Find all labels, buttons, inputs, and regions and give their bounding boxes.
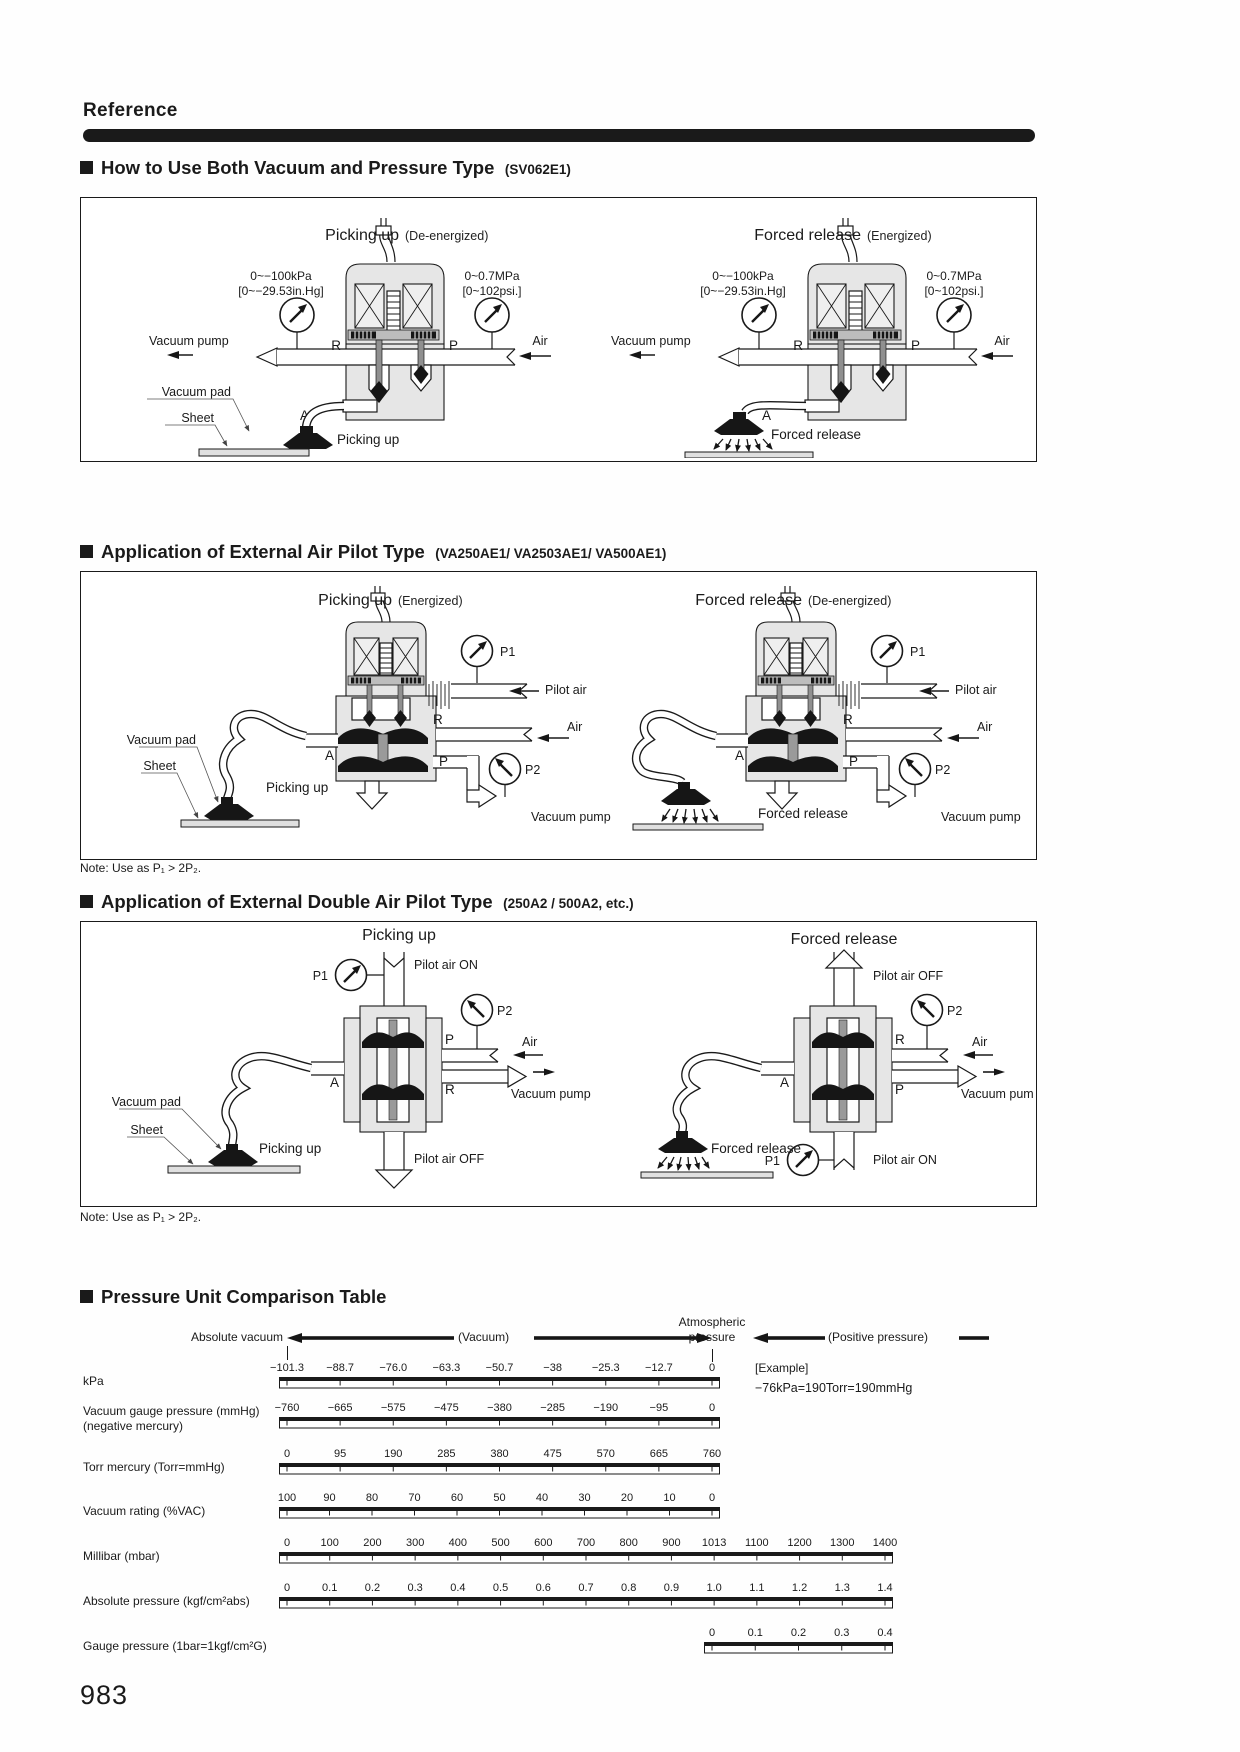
scale-tick-label: −76.0 [379, 1362, 408, 1374]
scale-tick-label: 20 [620, 1492, 634, 1504]
scale-tick-label: −190 [593, 1402, 619, 1414]
scale-tick-label: 0.5 [492, 1582, 509, 1594]
scale-tick-label: −12.7 [644, 1362, 673, 1374]
diagram-title: Forced release [695, 592, 802, 609]
scale-tick-label: 0.3 [407, 1582, 423, 1594]
scale-tick-label: 200 [363, 1537, 382, 1549]
sheet-shape [641, 1172, 773, 1178]
scale-tick-label: 0 [708, 1362, 716, 1374]
section-1-title: How to Use Both Vacuum and Pressure Type [101, 157, 495, 178]
port-a-label: A [779, 1075, 789, 1090]
diagram-box-sv062e1 [80, 197, 1037, 462]
scale-row-label: Gauge pressure (1bar=1kgf/cm²G) [83, 1639, 267, 1653]
pilot-on-label: Pilot air ON [414, 958, 478, 972]
scale-tick-label: 100 [277, 1492, 297, 1504]
scale-tick-label: 0.8 [621, 1582, 637, 1594]
section-3-model: (250A2 / 500A2, etc.) [503, 896, 634, 911]
release-air-arrows [714, 439, 772, 451]
port-r-label: R [445, 1082, 455, 1097]
scale-tick-label: 0.4 [450, 1582, 466, 1594]
diagram-title: Forced release [790, 931, 898, 948]
pilot-off-label: Pilot air OFF [414, 1152, 485, 1166]
scale-tick-label: −88.7 [326, 1362, 355, 1374]
sheet-shape [181, 820, 299, 827]
sheet-shape [633, 824, 763, 830]
header-rule [83, 129, 1035, 142]
heading-square-icon [80, 545, 93, 558]
scale-bar [279, 1597, 893, 1610]
scale-tick-label: 700 [576, 1537, 596, 1549]
scale-tick-label: 1.0 [706, 1582, 722, 1594]
pilot-on-label: Pilot air ON [873, 1153, 937, 1167]
diagram-title: Picking up [325, 227, 399, 244]
scale-tick-label: 10 [663, 1492, 676, 1504]
scale-tick-label: −380 [487, 1402, 512, 1414]
scale-bar [704, 1642, 893, 1655]
diagram-title: Picking up [362, 927, 436, 944]
scale-tick-label: 80 [365, 1492, 379, 1504]
scale-tick-label: −38 [543, 1362, 562, 1374]
scale-tick-label: 380 [490, 1448, 509, 1460]
diagram-state: (Energized) [398, 594, 463, 608]
scale-row-label: kPa [83, 1374, 104, 1388]
scale-tick-label: −475 [433, 1402, 459, 1414]
action-label: Picking up [259, 1141, 322, 1156]
scale-tick-label: 1.3 [834, 1582, 850, 1594]
port-a-label: A [329, 1075, 339, 1090]
port-r-label: R [895, 1032, 905, 1047]
scale-tick-label: −95 [649, 1402, 669, 1414]
sheet-label: Sheet [143, 759, 176, 773]
vacuum-pad-shape [283, 433, 333, 449]
scale-tick-label: 1.4 [877, 1582, 893, 1594]
p1-label: P1 [764, 1154, 780, 1168]
sheet-label: Sheet [181, 411, 214, 425]
scale-row-label: Vacuum rating (%VAC) [83, 1504, 206, 1518]
atmospheric-tick [712, 1349, 713, 1362]
scale-tick-label: 70 [408, 1492, 421, 1504]
sheet-shape [199, 449, 309, 456]
section-2-title: Application of External Air Pilot Type [101, 541, 425, 562]
scale-tick-label: 0 [283, 1582, 291, 1594]
scale-tick-label: 0.2 [790, 1627, 807, 1639]
positive-pressure-label: (Positive pressure) [828, 1330, 929, 1344]
heading-square-icon [80, 1290, 93, 1303]
scale-tick-label: 90 [323, 1492, 336, 1504]
diagram-box-double-air-pilot [80, 921, 1037, 1207]
action-label: Forced release [771, 427, 862, 442]
scale-tick-label: 0.1 [322, 1582, 338, 1594]
scale-tick-label: 0.4 [877, 1627, 893, 1639]
scale-tick-label: −101.3 [270, 1362, 304, 1374]
action-label: Picking up [266, 780, 329, 795]
scale-tick-label: 0 [708, 1627, 716, 1639]
scale-tick-label: 50 [493, 1492, 506, 1504]
scale-tick-label: 475 [543, 1448, 562, 1460]
scale-bar [279, 1377, 720, 1390]
diagram-title: Picking up [318, 592, 392, 609]
sheet-shape [685, 452, 813, 458]
action-label: Picking up [337, 432, 400, 447]
scale-tick-label: 190 [384, 1448, 403, 1460]
vacuum-pad-shape [208, 1150, 258, 1166]
release-air-arrows [662, 809, 718, 823]
diagram-state: (De-energized) [808, 594, 892, 608]
heading-square-icon [80, 895, 93, 908]
vacuum-label: (Vacuum) [458, 1330, 510, 1344]
atmospheric-pressure-label: Atmospheric pressure [678, 1315, 746, 1344]
scale-tick-label: −25.3 [591, 1362, 620, 1374]
scale-tick-label: −665 [327, 1402, 353, 1414]
scale-tick-label: −575 [380, 1402, 406, 1414]
scale-tick-label: 1.1 [749, 1582, 765, 1594]
scale-tick-label: 1300 [830, 1537, 855, 1549]
page-header-reference: Reference [83, 100, 178, 121]
scale-tick-label: 1100 [745, 1537, 769, 1549]
scale-tick-label: 100 [320, 1537, 339, 1549]
scale-tick-label: 400 [448, 1537, 468, 1549]
scale-tick-label: 900 [662, 1537, 681, 1549]
vacuum-pad-shape [714, 419, 764, 435]
scale-tick-label: 800 [619, 1537, 638, 1549]
section-1-model: (SV062E1) [504, 162, 571, 177]
scale-bar [279, 1552, 893, 1565]
vacuum-pad-label: Vacuum pad [161, 385, 231, 399]
scale-bar [279, 1417, 720, 1430]
scale-tick-label: 0 [708, 1402, 716, 1414]
action-label: Forced release [711, 1141, 802, 1156]
section-4-heading [80, 1286, 386, 1308]
scale-tick-label: 760 [702, 1448, 722, 1460]
pilot-off-label: Pilot air OFF [873, 969, 944, 983]
scale-tick-label: 600 [534, 1537, 553, 1549]
vacuum-pad-shape [661, 789, 711, 805]
section-4-title: Pressure Unit Comparison Table [101, 1286, 387, 1307]
vacuum-pad-shape [658, 1138, 708, 1153]
scale-tick-label: 570 [596, 1448, 615, 1460]
pilot-pressure-note: Note: Use as P₁ > 2P₂. [80, 861, 202, 875]
scale-tick-label: 0.7 [578, 1582, 594, 1594]
scale-tick-label: −63.3 [432, 1362, 461, 1374]
scale-tick-label: 0.1 [747, 1627, 763, 1639]
scale-row-label: Vacuum gauge pressure (mmHg) (negative mercury) [83, 1404, 260, 1433]
scale-tick-label: 60 [450, 1492, 464, 1504]
scale-tick-label: 0.9 [663, 1582, 680, 1594]
scale-tick-label: 30 [578, 1492, 591, 1504]
scale-bar [279, 1463, 720, 1476]
scale-tick-label: 1400 [872, 1537, 898, 1549]
absolute-vacuum-label: Absolute vacuum [190, 1330, 283, 1344]
scale-tick-label: 665 [649, 1448, 669, 1460]
sheet-shape [168, 1166, 300, 1173]
port-p-label: P [445, 1032, 455, 1047]
scale-row-label: Absolute pressure (kgf/cm²abs) [83, 1594, 250, 1608]
section-2-heading [80, 541, 666, 563]
scale-tick-label: 0.2 [364, 1582, 381, 1594]
vacuum-pad-label: Vacuum pad [126, 733, 196, 747]
scale-tick-label: 0 [283, 1448, 291, 1460]
scale-tick-label: 0.3 [834, 1627, 850, 1639]
port-p-label: P [895, 1082, 905, 1097]
scale-tick-label: 500 [491, 1537, 510, 1549]
scale-tick-label: 0.6 [535, 1582, 551, 1594]
diagram-air-pilot [81, 572, 1033, 856]
scale-tick-label: 1.2 [791, 1582, 808, 1594]
scale-tick-label: 1200 [787, 1537, 812, 1549]
diagram-state: (De-energized) [405, 229, 489, 243]
p1-gauge [336, 960, 385, 991]
scale-tick-label: 95 [334, 1448, 347, 1460]
section-3-title: Application of External Double Air Pilot Type [101, 891, 493, 912]
diagram-double-air-pilot [81, 922, 1033, 1203]
scale-tick-label: 285 [437, 1448, 456, 1460]
section-1-heading [80, 157, 571, 179]
scale-tick-label: −285 [540, 1402, 566, 1414]
heading-square-icon [80, 161, 93, 174]
diagram-state: (Energized) [867, 229, 932, 243]
scale-tick-label: 0 [283, 1537, 291, 1549]
absolute-vacuum-tick [287, 1346, 288, 1360]
scale-bar [279, 1507, 720, 1520]
vacuum-pad-label: Vacuum pad [111, 1095, 181, 1109]
scale-tick-label: −50.7 [485, 1362, 514, 1374]
sheet-label: Sheet [130, 1123, 163, 1137]
section-3-heading [80, 891, 634, 913]
diagram-box-air-pilot [80, 571, 1037, 860]
scale-tick-label: 300 [405, 1537, 425, 1549]
action-label: Forced release [758, 806, 849, 821]
scale-tick-label: 1013 [701, 1537, 727, 1549]
scale-tick-label: 0 [708, 1492, 716, 1504]
scale-row-label: Torr mercury (Torr=mmHg) [83, 1460, 225, 1474]
section-2-model: (VA250AE1/ VA2503AE1/ VA500AE1) [435, 546, 667, 561]
scale-row-label: Millibar (mbar) [83, 1549, 160, 1563]
scale-tick-label: 40 [535, 1492, 549, 1504]
page-number: 983 [80, 1680, 129, 1710]
vacuum-pad-shape [204, 804, 254, 820]
pilot-pressure-note: Note: Use as P₁ > 2P₂. [80, 1210, 202, 1224]
example-label: [Example] [755, 1361, 809, 1375]
diagram-title: Forced release [754, 227, 861, 244]
p1-label: P1 [312, 969, 328, 983]
example-text: −76kPa=190Torr=190mmHg [755, 1381, 913, 1395]
diagram-sv062e1 [81, 198, 1033, 458]
release-air-arrows [658, 1157, 709, 1170]
scale-tick-label: −760 [274, 1402, 300, 1414]
